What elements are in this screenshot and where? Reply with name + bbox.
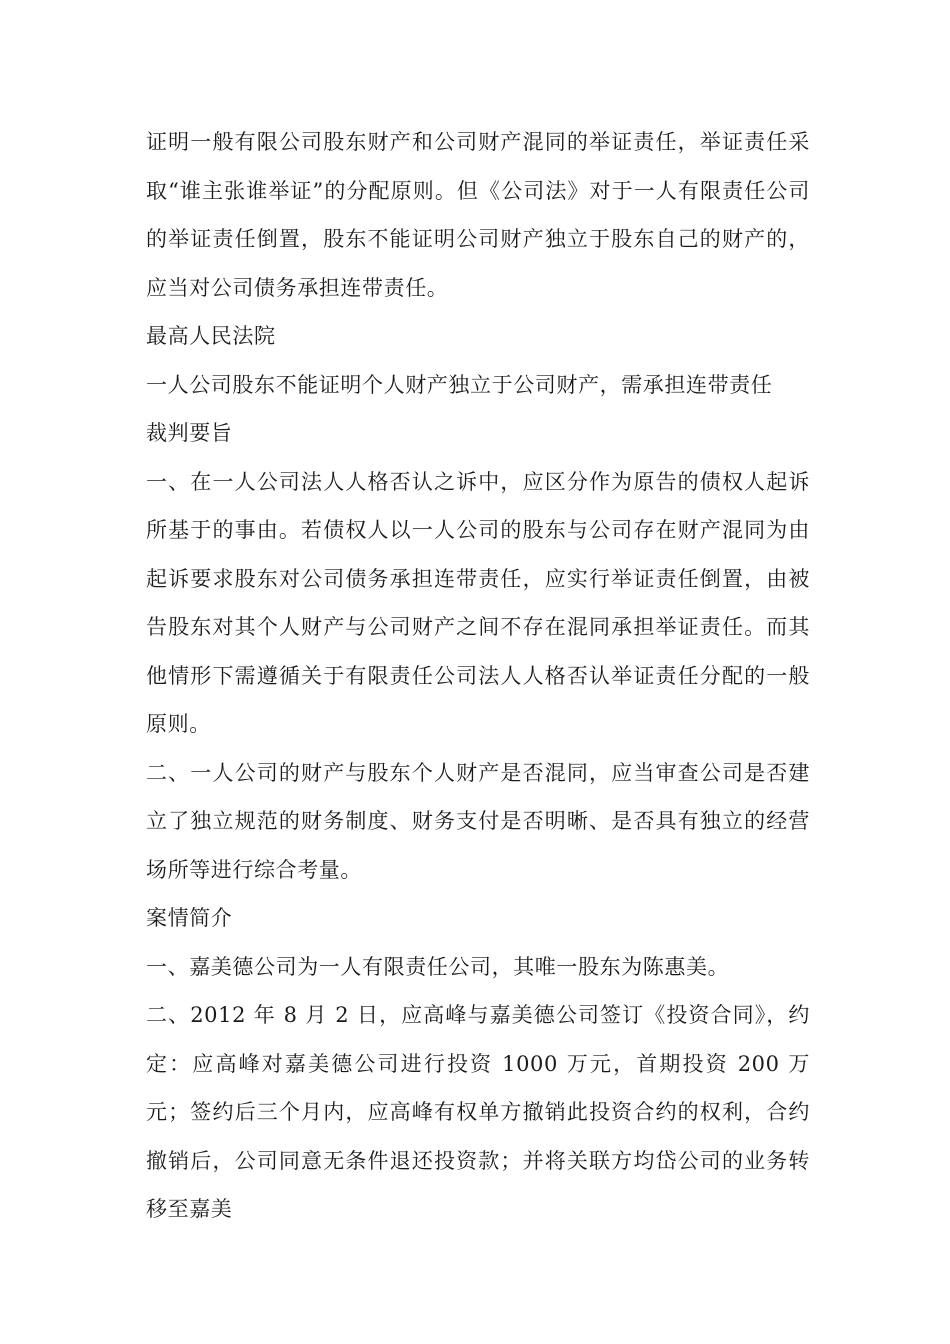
section-heading-judgment-gist: 裁判要旨 [146, 421, 233, 445]
paragraph-gist-2: 二、一人公司的财产与股东个人财产是否混同，应当审查公司是否建立了独立规范的财务制度、财务支付是否明晰、是否具有独立的经营场所等进行综合考量。 [146, 760, 810, 882]
paragraph-case-1: 一、嘉美德公司为一人有限责任公司，其唯一股东为陈惠美。 [146, 954, 730, 979]
paragraph-case-2: 二、2012 年 8 月 2 日，应高峰与嘉美德公司签订《投资合同》，约定：应高峰对嘉美德公司进行投资 1000 万元，首期投资 200 万元；签约后三个月内，应高峰有权单方撤销此投资合约的权利，合约撤销后，公司同意无条件退还投资款；并将关联方均岱公司的业务转移至嘉美 [146, 1003, 810, 1221]
case-title: 一人公司股东不能证明个人财产独立于公司财产，需承担连带责任 [146, 372, 773, 397]
section-heading-case-summary: 案情简介 [146, 906, 233, 930]
court-name: 最高人民法院 [146, 324, 276, 348]
document-page [146, 118, 810, 1234]
paragraph-burden-of-proof: 证明一般有限公司股东财产和公司财产混同的举证责任，举证责任采取“谁主张谁举证”的分配原则。但《公司法》对于一人有限责任公司的举证责任倒置，股东不能证明公司财产独立于股东自己的财产的，应当对公司债务承担连带责任。 [146, 130, 810, 300]
paragraph-gist-1: 一、在一人公司法人人格否认之诉中，应区分作为原告的债权人起诉所基于的事由。若债权人以一人公司的股东与公司存在财产混同为由起诉要求股东对公司债务承担连带责任，应实行举证责任倒置，由被告股东对其个人财产与公司财产之间不存在混同承担举证责任。而其他情形下需遵循关于有限责任公司法人人格否认举证责任分配的一般原则。 [146, 469, 810, 736]
